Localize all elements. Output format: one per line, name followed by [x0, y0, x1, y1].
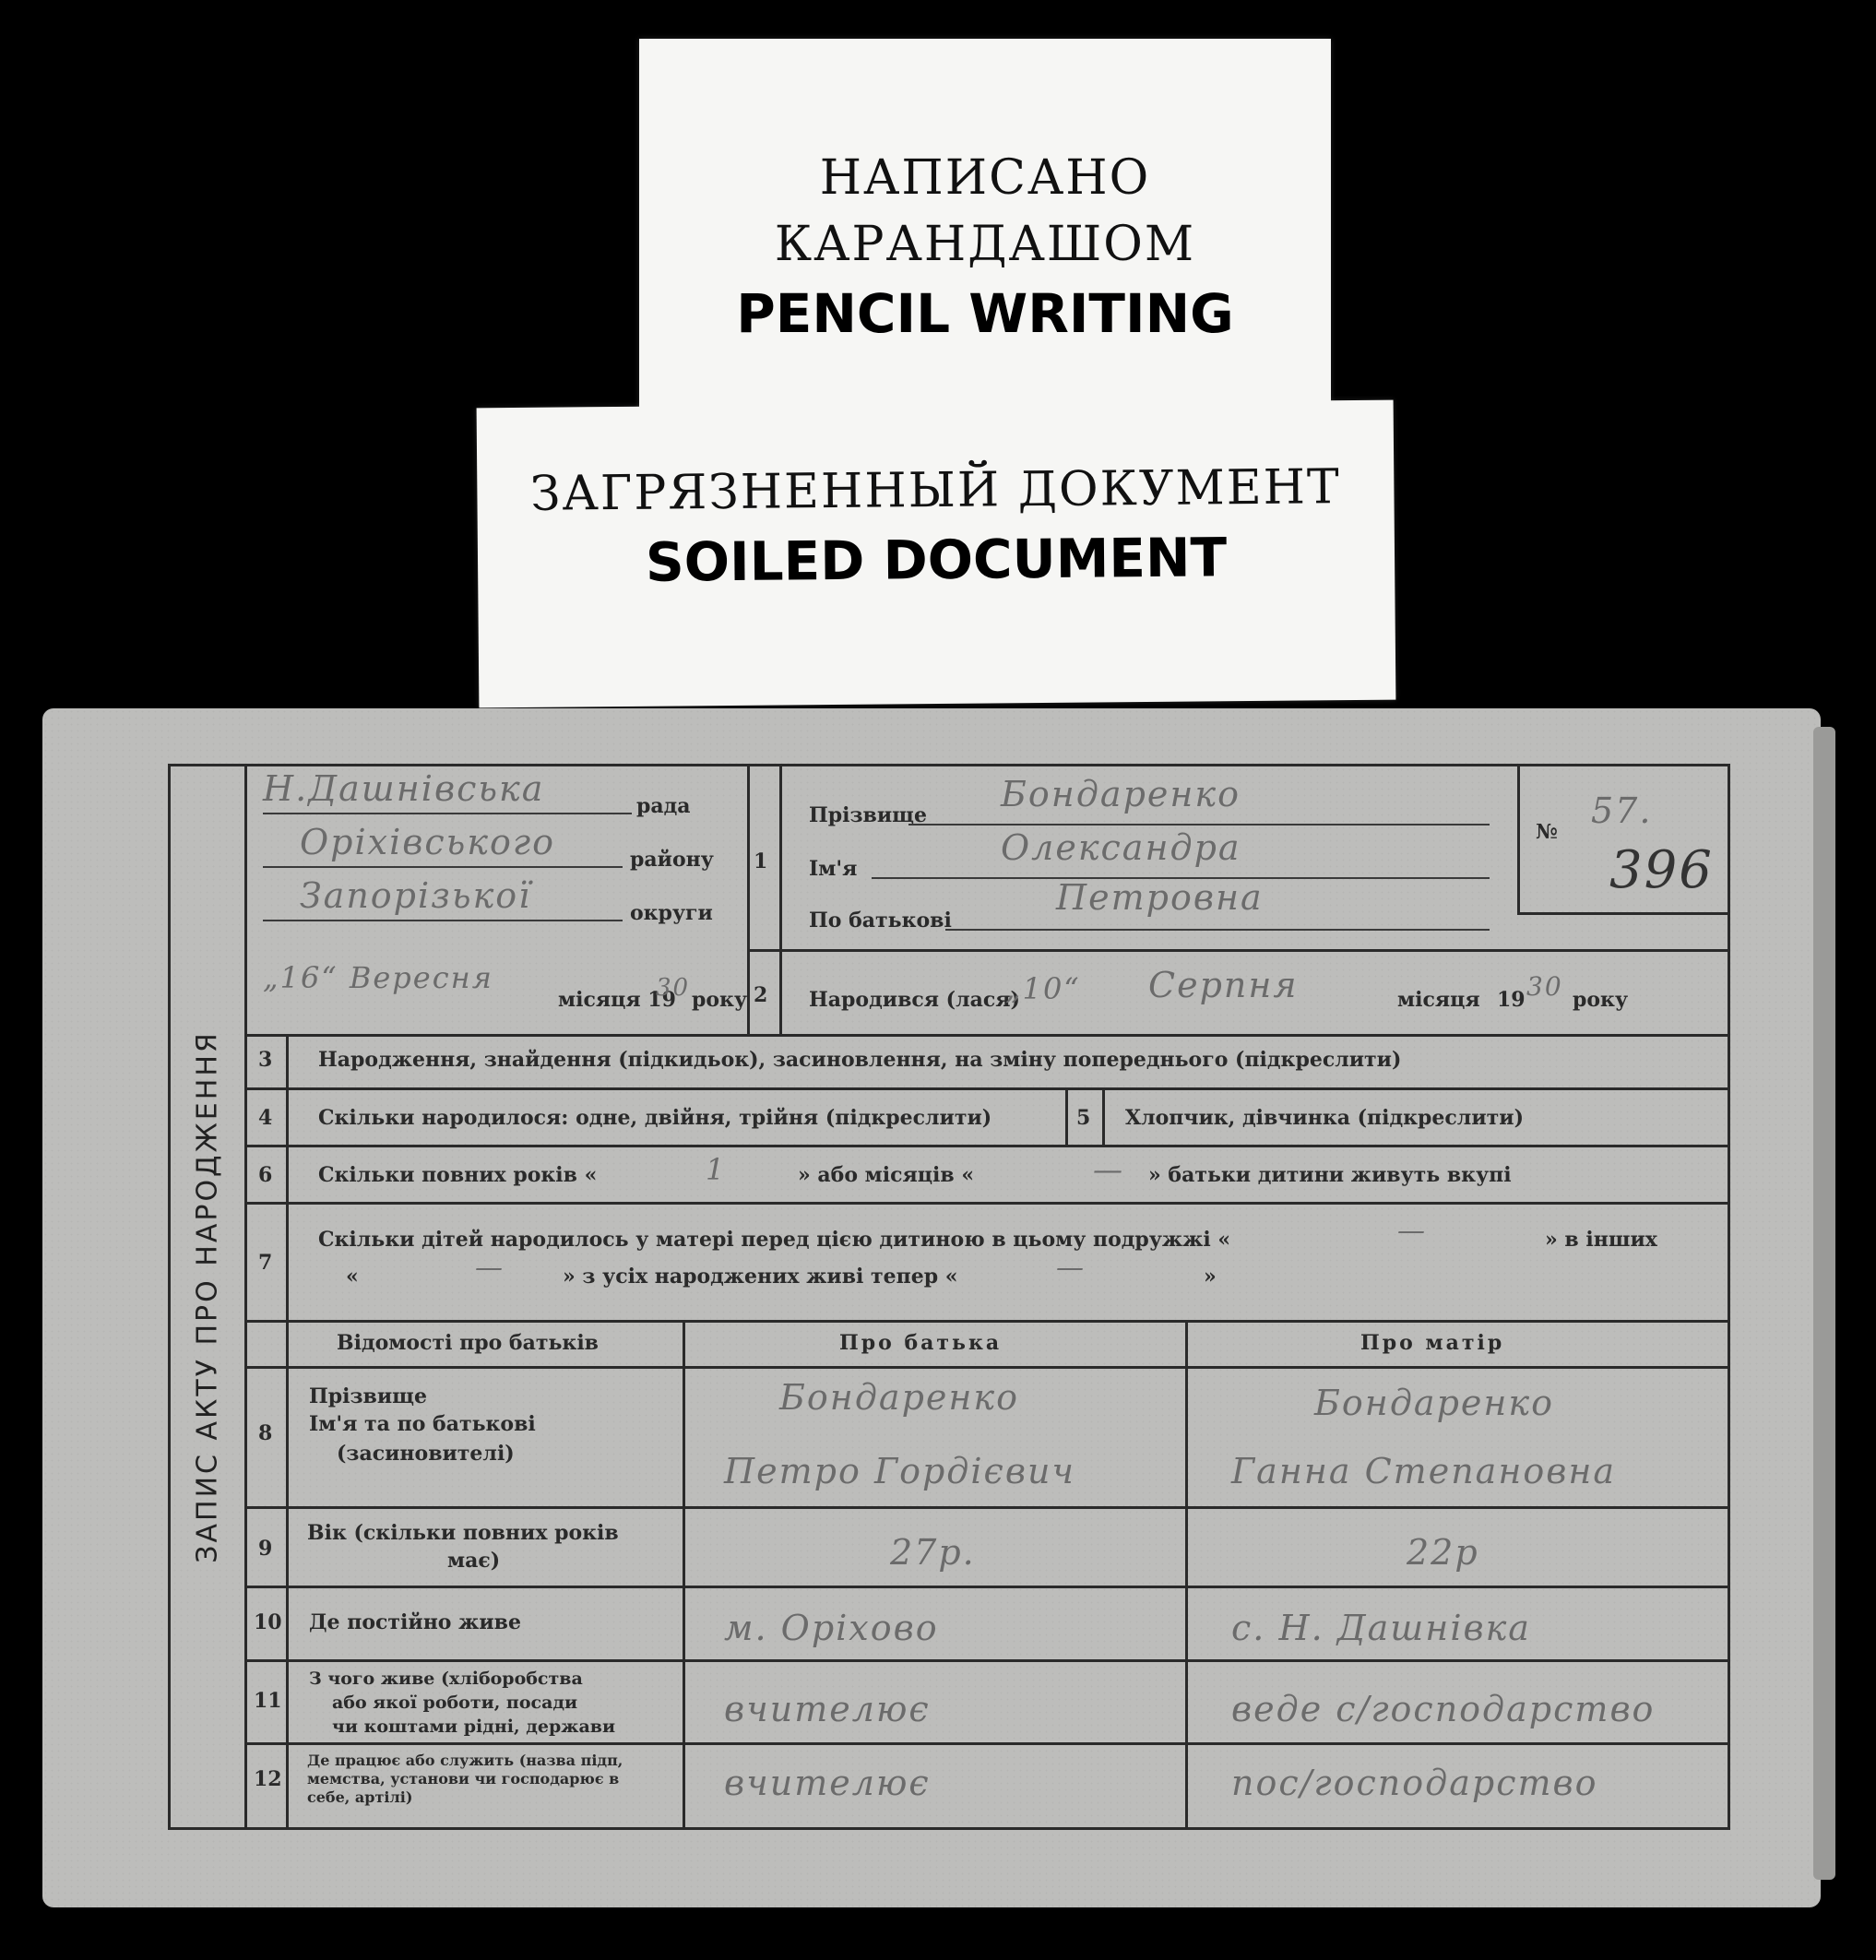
row-7-line-1: Скільки дітей народилось у матері перед цією дитиною в цьому подружжі « — [318, 1228, 1231, 1252]
okruh-value: Запорізької — [300, 875, 532, 916]
birth-record-card — [42, 708, 1821, 1907]
registration-date-suffix: року — [692, 988, 748, 1012]
row-8-label-1: Прізвище — [309, 1384, 427, 1408]
row-number: 1 — [754, 849, 768, 873]
birth-day: „10“ — [1005, 971, 1081, 1006]
months-together-value: — — [1093, 1152, 1124, 1187]
row-number: 3 — [258, 1048, 273, 1072]
row-7-line-2-b: » з усіх народжених живі тепер « — [563, 1265, 958, 1289]
registration-date-day-month: „16“ Вересня — [263, 960, 493, 995]
note-line: НАПИСАНО — [819, 150, 1151, 206]
father-surname: Бондаренко — [779, 1377, 1019, 1418]
rada-value: Н.Дашнівська — [263, 768, 545, 809]
row-11-label-3: чи коштами рідні, держави — [332, 1716, 616, 1737]
row-12-label: Де працює або служить (назва підп, мемства, установи чи господарює в себе, артілі) — [307, 1752, 623, 1806]
note-line: SOILED DOCUMENT — [645, 526, 1228, 594]
children-other-value: — — [475, 1252, 505, 1284]
registration-date-month-label: місяця 19 — [558, 988, 676, 1012]
father-name: Петро Гордієвич — [724, 1451, 1076, 1491]
vertical-title: ЗАПИС АКТУ ПРО НАРОДЖЕННЯ — [191, 1030, 224, 1563]
note-line: PENCIL WRITING — [736, 282, 1234, 345]
row-4-text: Скільки народилося: одне, двійня, трійня (підкреслити) — [318, 1106, 992, 1130]
note-line: ЗАГРЯЗНЕННЫЙ ДОКУМЕНТ — [529, 459, 1341, 522]
row-6-text-c: » батьки дитини живуть вкупі — [1148, 1163, 1512, 1187]
okruh-label: округи — [630, 901, 713, 925]
row-number: 5 — [1076, 1106, 1091, 1130]
parents-info-header: Відомості про батьків — [337, 1331, 599, 1355]
row-8-label-3: (засиновителі) — [337, 1442, 515, 1466]
years-together-value: 1 — [706, 1152, 727, 1187]
row-10-label: Де постійно живе — [309, 1610, 521, 1634]
birth-month: Серпня — [1148, 965, 1299, 1005]
birth-record-form — [168, 764, 1730, 1830]
row-number: 11 — [254, 1689, 282, 1713]
birth-year: 30 — [1526, 971, 1563, 1002]
note-line: КАРАНДАШОМ — [774, 217, 1196, 272]
row-11-label-1: З чого живе (хліборобства — [309, 1669, 583, 1689]
child-name: Олександра — [1001, 827, 1241, 868]
row-number: 8 — [258, 1421, 273, 1445]
mother-age: 22р — [1407, 1532, 1479, 1573]
record-number-secondary: 396 — [1609, 840, 1714, 900]
name-label: Ім'я — [809, 857, 858, 881]
row-number: 10 — [254, 1610, 282, 1634]
mother-column-header: Про матір — [1360, 1331, 1505, 1355]
record-number-label: № — [1536, 820, 1558, 844]
father-age: 27р. — [890, 1532, 976, 1573]
birth-month-label: місяця — [1397, 988, 1480, 1012]
row-9-label-2: має) — [447, 1549, 501, 1573]
mother-surname: Бондаренко — [1314, 1383, 1554, 1423]
row-number: 6 — [258, 1163, 273, 1187]
mother-workplace: пос/господарство — [1231, 1763, 1598, 1803]
soiled-document-note — [477, 400, 1396, 708]
patronymic-label: По батькові — [809, 909, 952, 932]
row-5-text: Хлопчик, дівчинка (підкреслити) — [1125, 1106, 1524, 1130]
child-patronymic: Петровна — [1056, 877, 1264, 918]
birth-year-prefix: 19 — [1497, 988, 1526, 1012]
row-number: 12 — [254, 1767, 282, 1791]
child-surname: Бондаренко — [1001, 774, 1241, 814]
row-6-text-b: » або місяців « — [798, 1163, 975, 1187]
mother-name: Ганна Степановна — [1231, 1451, 1617, 1491]
birth-year-suffix: року — [1573, 988, 1629, 1012]
row-3-text: Народження, знайдення (підкидьок), засиновлення, на зміну попереднього (підкреслити) — [318, 1048, 1402, 1072]
rada-label: рада — [636, 794, 691, 818]
pencil-writing-note — [639, 39, 1331, 422]
row-8-label-2: Ім'я та по батькові — [309, 1412, 536, 1436]
father-column-header: Про батька — [839, 1331, 1003, 1355]
row-7-line-1-end: » в інших — [1545, 1228, 1657, 1252]
mother-occupation: веде с/господарство — [1231, 1689, 1656, 1729]
mother-residence: с. Н. Дашнівка — [1231, 1608, 1531, 1648]
card-edge — [1813, 727, 1835, 1880]
row-11-label-2: або якої роботи, посади — [332, 1693, 578, 1713]
raion-label: району — [630, 848, 714, 872]
row-6-text-a: Скільки повних років « — [318, 1163, 598, 1187]
raion-value: Оріхівського — [300, 822, 555, 862]
row-number: 4 — [258, 1106, 273, 1130]
father-residence: м. Оріхово — [724, 1608, 939, 1648]
vertical-title-column — [171, 766, 247, 1827]
children-before-value: — — [1397, 1215, 1427, 1247]
father-workplace: вчителює — [724, 1763, 931, 1803]
row-number: 2 — [754, 983, 768, 1007]
registration-date-year: 30 — [656, 974, 691, 1002]
row-number: 7 — [258, 1251, 273, 1275]
record-number: 57. — [1591, 790, 1653, 831]
father-occupation: вчителює — [724, 1689, 931, 1729]
row-7-line-2-a: « — [346, 1265, 359, 1289]
row-number: 9 — [258, 1537, 273, 1561]
children-alive-value: — — [1056, 1252, 1086, 1284]
born-label: Народився (лася) — [809, 988, 1020, 1012]
row-7-line-2-c: » — [1204, 1265, 1217, 1289]
row-9-label-1: Вік (скільки повних років — [307, 1521, 619, 1545]
surname-label: Прізвище — [809, 803, 927, 827]
